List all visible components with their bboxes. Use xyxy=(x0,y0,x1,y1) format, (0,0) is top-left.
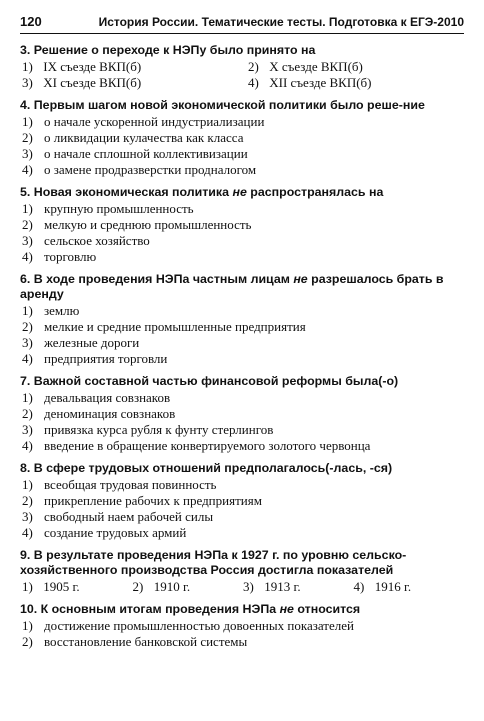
question-4 xyxy=(20,98,464,178)
option-4: 4) торговлю xyxy=(22,249,97,264)
option-4: 4) создание трудовых армий xyxy=(22,525,187,540)
option-4: 4) о замене продразверстки продналогом xyxy=(22,162,257,177)
option-2: 2) о ликвидации кулачества как класса xyxy=(22,130,244,145)
option-1: 1) IX съезде ВКП(б) xyxy=(22,59,142,74)
question-title: 7. Важной составной частью финансовой реформы была(-о) xyxy=(20,374,399,388)
option-2: 2) мелкую и среднюю промышленность xyxy=(22,217,252,232)
option-4: 4) XII съезде ВКП(б) xyxy=(248,75,372,90)
option-4: 4) 1916 г. xyxy=(353,579,412,594)
option-2: 2) 1910 г. xyxy=(132,579,191,594)
question-6 xyxy=(20,272,464,367)
option-3: 3) XI съезде ВКП(б) xyxy=(22,75,142,90)
option-2: 2) мелкие и средние промышленные предприятия xyxy=(22,319,306,334)
question-title: 10. К основным итогам проведения НЭПа не относится xyxy=(20,602,361,616)
question-title: 6. В ходе проведения НЭПа частным лицам не разрешалось брать в аренду xyxy=(20,272,444,301)
option-1: 1) 1905 г. xyxy=(22,579,80,594)
option-3: 3) свободный наем рабочей силы xyxy=(22,509,214,524)
header-rule xyxy=(20,33,464,34)
option-2: 2) восстановление банковской системы xyxy=(22,634,248,649)
question-title: 5. Новая экономическая политика не распространялась на xyxy=(20,185,384,199)
page-number: 120 xyxy=(20,14,42,29)
question-title: 4. Первым шагом новой экономической политики было реше-ние xyxy=(20,98,425,112)
option-2: 2) прикрепление рабочих к предприятиям xyxy=(22,493,262,508)
option-3: 3) о начале сплошной коллективизации xyxy=(22,146,248,161)
option-3: 3) 1913 г. xyxy=(243,579,301,594)
question-7 xyxy=(20,374,464,454)
option-3: 3) привязка курса рубля к фунту стерлингов xyxy=(22,422,274,437)
option-2: 2) деноминация совзнаков xyxy=(22,406,176,421)
options-grid xyxy=(20,59,464,91)
running-title: История России. Тематические тесты. Подготовка к ЕГЭ-2010 xyxy=(98,15,464,29)
emphasis: не xyxy=(279,602,294,616)
option-1: 1) достижение промышленностью довоенных показателей xyxy=(22,618,354,633)
question-8 xyxy=(20,461,464,541)
question-title: 9. В результате проведения НЭПа к 1927 г. по уровню сельско-хозяйственного производства Россия достигла показателей xyxy=(20,548,407,577)
option-3: 3) сельское хозяйство xyxy=(22,233,150,248)
question-9 xyxy=(20,548,464,595)
option-1: 1) землю xyxy=(22,303,80,318)
option-1: 1) крупную промышленность xyxy=(22,201,194,216)
emphasis: не xyxy=(232,185,247,199)
option-4: 4) введение в обращение конвертируемого золотого червонца xyxy=(22,438,371,453)
option-1: 1) о начале ускоренной индустриализации xyxy=(22,114,265,129)
option-2: 2) X съезде ВКП(б) xyxy=(248,59,363,74)
option-4: 4) предприятия торговли xyxy=(22,351,168,366)
option-1: 1) девальвация совзнаков xyxy=(22,390,171,405)
option-3: 3) железные дороги xyxy=(22,335,140,350)
question-5 xyxy=(20,185,464,265)
question-3 xyxy=(20,43,464,91)
question-title: 8. В сфере трудовых отношений предполагалось(-лась, -ся) xyxy=(20,461,393,475)
option-1: 1) всеобщая трудовая повинность xyxy=(22,477,217,492)
page-header xyxy=(20,14,464,29)
emphasis: не xyxy=(293,272,308,286)
question-title: 3. Решение о переходе к НЭПу было принято на xyxy=(20,43,316,57)
options-grid xyxy=(20,579,464,595)
question-10 xyxy=(20,602,464,650)
